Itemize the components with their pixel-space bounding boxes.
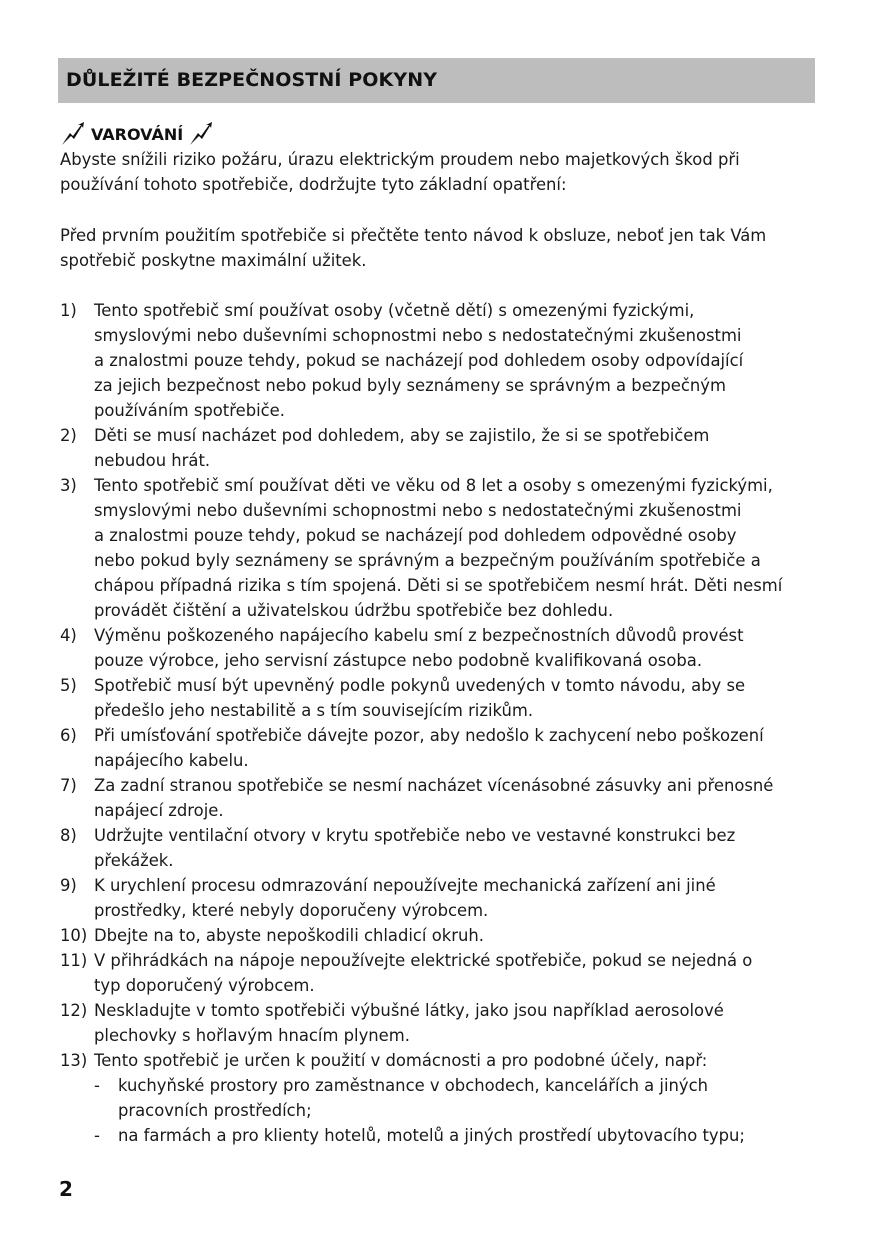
list-item-number: 7) bbox=[60, 776, 77, 795]
list-item-line: napájecí zdroje. bbox=[94, 801, 224, 820]
list-item-line: prostředky, které nebyly doporučeny výrobcem. bbox=[94, 901, 489, 920]
list-item-number: 2) bbox=[60, 426, 77, 445]
list-item-number: 8) bbox=[60, 826, 77, 845]
list-item-line: plechovky s hořlavým hnacím plynem. bbox=[94, 1026, 410, 1045]
list-item-text bbox=[94, 1048, 707, 1073]
list-item-text bbox=[94, 823, 735, 873]
list-item bbox=[60, 1048, 782, 1073]
list-item bbox=[60, 998, 782, 1048]
sub-list-text bbox=[118, 1123, 745, 1148]
sub-list-line: kuchyňské prostory pro zaměstnance v obchodech, kancelářích a jiných bbox=[118, 1076, 709, 1095]
list-item-line: Tento spotřebič je určen k použití v domácnosti a pro podobné účely, např: bbox=[94, 1051, 708, 1070]
section-header-bar bbox=[58, 58, 815, 103]
list-item-line: Dbejte na to, abyste nepoškodili chladicí okruh. bbox=[94, 926, 484, 945]
safety-instructions-list bbox=[60, 298, 782, 1148]
list-item-number: 6) bbox=[60, 726, 77, 745]
list-item-line: Tento spotřebič smí používat děti ve věku od 8 let a osoby s omezenými fyzickými, bbox=[94, 476, 773, 495]
list-item-number: 9) bbox=[60, 876, 77, 895]
list-item-line: smyslovými nebo duševními schopnostmi nebo s nedostatečnými zkušenostmi bbox=[94, 326, 742, 345]
list-item-line: Při umísťování spotřebiče dávejte pozor, aby nedošlo k zachycení nebo poškození bbox=[94, 726, 764, 745]
list-item-line: smyslovými nebo duševními schopnostmi nebo s nedostatečnými zkušenostmi bbox=[94, 501, 742, 520]
list-item bbox=[60, 873, 782, 923]
list-item-number: 12) bbox=[60, 1001, 88, 1020]
intro-paragraph bbox=[60, 147, 740, 197]
list-item-text bbox=[94, 923, 484, 948]
section-title: DŮLEŽITÉ BEZPEČNOSTNÍ POKYNY bbox=[66, 69, 438, 91]
list-item bbox=[60, 473, 782, 623]
list-item bbox=[60, 773, 782, 823]
list-item-line: a znalostmi pouze tehdy, pokud se nacházejí pod dohledem osoby odpovídající bbox=[94, 351, 744, 370]
sub-list-item bbox=[94, 1073, 782, 1123]
page-number: 2 bbox=[59, 1177, 73, 1201]
list-item-text bbox=[94, 723, 764, 773]
list-item-line: předešlo jeho nestabilitě a s tím souvisejícím rizikům. bbox=[94, 701, 534, 720]
list-item bbox=[60, 623, 782, 673]
list-item bbox=[60, 923, 782, 948]
list-item-line: používáním spotřebiče. bbox=[94, 401, 285, 420]
list-item-line: nebo pokud byly seznámeny se správným a bezpečným používáním spotřebiče a bbox=[94, 551, 761, 570]
list-item-text bbox=[94, 423, 709, 473]
list-item-text bbox=[94, 948, 752, 998]
sub-list-dash: - bbox=[94, 1126, 100, 1145]
list-item-text bbox=[94, 473, 782, 623]
list-item bbox=[60, 673, 782, 723]
list-item-line: a znalostmi pouze tehdy, pokud se nacházejí pod dohledem odpovědné osoby bbox=[94, 526, 737, 545]
list-item-number: 13) bbox=[60, 1051, 88, 1070]
list-item-line: za jejich bezpečnost nebo pokud byly seznámeny se správným a bezpečným bbox=[94, 376, 726, 395]
lightning-warning-icon bbox=[188, 121, 214, 147]
list-item-line: K urychlení procesu odmrazování nepoužívejte mechanická zařízení ani jiné bbox=[94, 876, 716, 895]
list-item-line: Děti se musí nacházet pod dohledem, aby se zajistilo, že si se spotřebičem bbox=[94, 426, 710, 445]
list-item-line: provádět čištění a uživatelskou údržbu spotřebiče bez dohledu. bbox=[94, 601, 614, 620]
list-item-line: V přihrádkách na nápoje nepoužívejte elektrické spotřebiče, pokud se nejedná o bbox=[94, 951, 753, 970]
list-item bbox=[60, 823, 782, 873]
list-item-line: nebudou hrát. bbox=[94, 451, 211, 470]
list-item-line: Tento spotřebič smí používat osoby (včetně dětí) s omezenými fyzickými, bbox=[94, 301, 695, 320]
list-item-number: 3) bbox=[60, 476, 77, 495]
sub-list-dash: - bbox=[94, 1076, 100, 1095]
list-item-number: 1) bbox=[60, 301, 77, 320]
sub-list-line: na farmách a pro klienty hotelů, motelů a jiných prostředí ubytovacího typu; bbox=[118, 1126, 745, 1145]
sub-list-text bbox=[118, 1073, 708, 1123]
list-item-text bbox=[94, 673, 745, 723]
list-item-line: pouze výrobce, jeho servisní zástupce nebo podobně kvalifikovaná osoba. bbox=[94, 651, 703, 670]
intro-line: Abyste snížili riziko požáru, úrazu elektrickým proudem nebo majetkových škod při bbox=[60, 150, 740, 169]
warning-label: VAROVÁNÍ bbox=[91, 124, 184, 144]
lightning-warning-icon bbox=[60, 121, 86, 147]
list-item-number: 11) bbox=[60, 951, 88, 970]
list-item-number: 5) bbox=[60, 676, 77, 695]
list-item-line: Neskladujte v tomto spotřebiči výbušné látky, jako jsou například aerosolové bbox=[94, 1001, 724, 1020]
sub-list-line: pracovních prostředích; bbox=[118, 1101, 312, 1120]
list-item-line: Výměnu poškozeného napájecího kabelu smí z bezpečnostních důvodů provést bbox=[94, 626, 744, 645]
preface-line: spotřebič poskytne maximální užitek. bbox=[60, 251, 367, 270]
list-item-line: typ doporučený výrobcem. bbox=[94, 976, 315, 995]
list-item-number: 4) bbox=[60, 626, 77, 645]
list-item-line: Spotřebič musí být upevněný podle pokynů uvedených v tomto návodu, aby se bbox=[94, 676, 746, 695]
list-item bbox=[60, 298, 782, 423]
list-item-text bbox=[94, 298, 743, 423]
list-item-text bbox=[94, 998, 724, 1048]
list-item-line: Udržujte ventilační otvory v krytu spotřebiče nebo ve vestavné konstrukci bez bbox=[94, 826, 736, 845]
list-item bbox=[60, 723, 782, 773]
intro-line: používání tohoto spotřebiče, dodržujte tyto základní opatření: bbox=[60, 175, 567, 194]
list-item-line: překážek. bbox=[94, 851, 174, 870]
warning-heading bbox=[60, 120, 214, 148]
sub-list-item bbox=[94, 1123, 782, 1148]
list-item bbox=[60, 948, 782, 998]
list-item bbox=[60, 423, 782, 473]
preface-paragraph bbox=[60, 223, 766, 273]
preface-line: Před prvním použitím spotřebiče si přečtěte tento návod k obsluze, neboť jen tak Vám bbox=[60, 226, 767, 245]
list-item-text bbox=[94, 623, 744, 673]
list-item-text bbox=[94, 773, 773, 823]
list-item-number: 10) bbox=[60, 926, 88, 945]
list-item-line: chápou případná rizika s tím spojená. Děti si se spotřebičem nesmí hrát. Děti nesmí bbox=[94, 576, 783, 595]
list-item-text bbox=[94, 873, 716, 923]
list-item-line: Za zadní stranou spotřebiče se nesmí nacházet vícenásobné zásuvky ani přenosné bbox=[94, 776, 774, 795]
list-item-line: napájecího kabelu. bbox=[94, 751, 249, 770]
